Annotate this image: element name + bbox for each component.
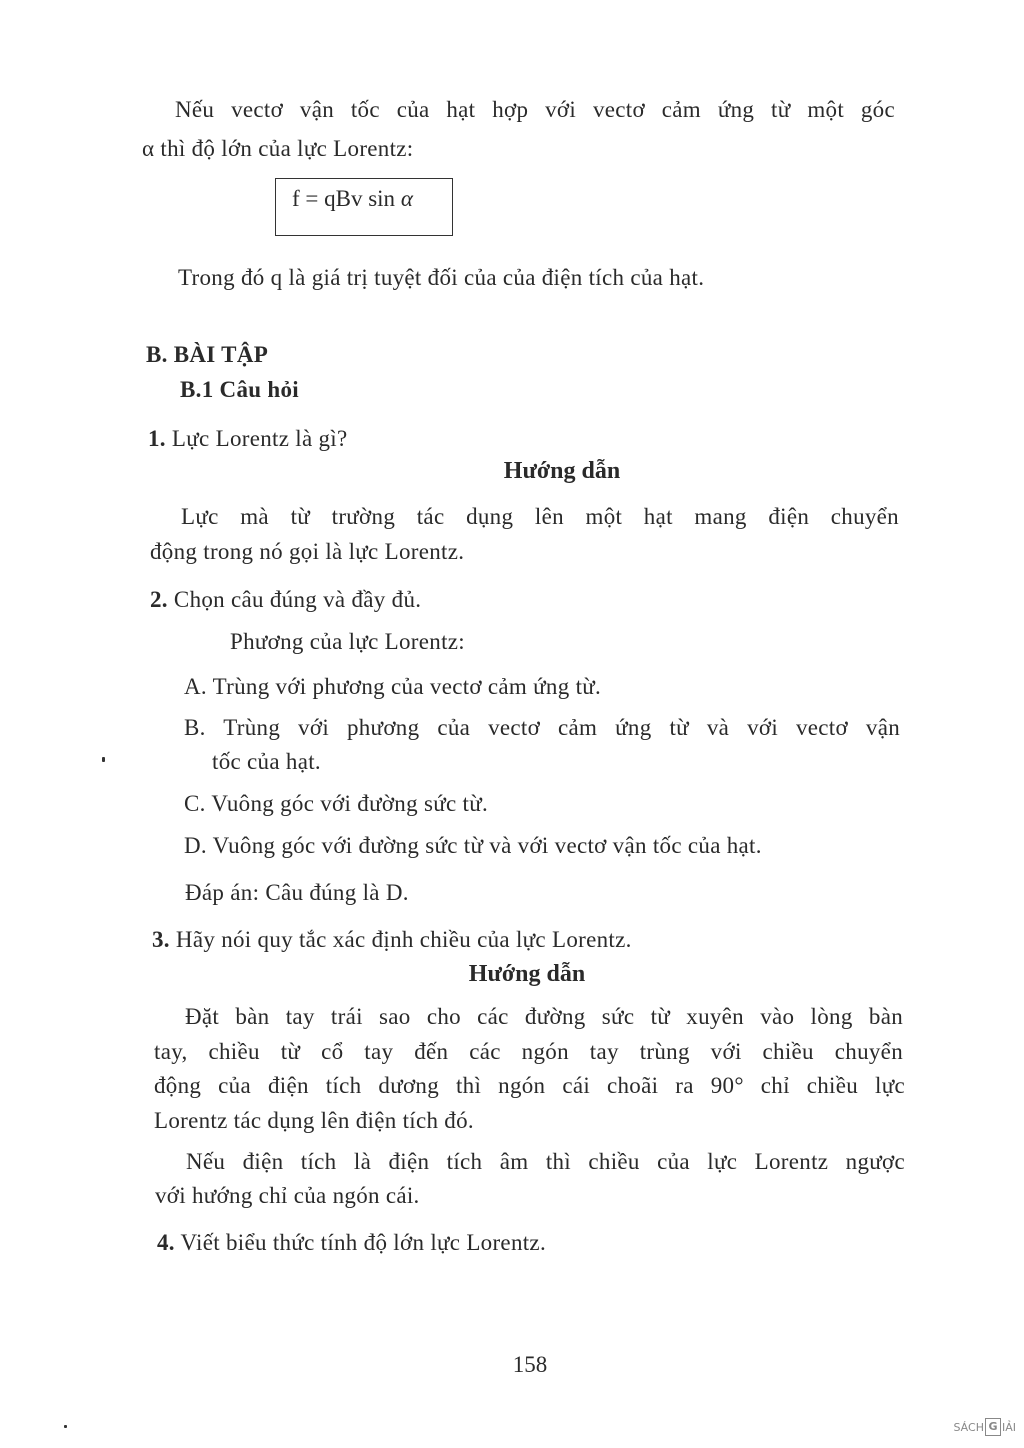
question-3-paragraph-1-line-1: Đặt bàn tay trái sao cho các đường sức từ xuyên vào lòng bàn	[185, 1004, 903, 1029]
question-2-text: Chọn câu đúng và đầy đủ.	[173, 587, 422, 612]
question-3	[152, 925, 632, 955]
formula-expression: f = qBv sin	[292, 186, 401, 211]
question-1-number: 1.	[148, 426, 166, 451]
question-2-stem: Phương của lực Lorentz:	[230, 629, 465, 654]
question-1-text: Lực Lorentz là gì?	[171, 426, 348, 451]
brand-logo-left: SÁCH	[953, 1420, 984, 1434]
intro-note: Trong đó q là giá trị tuyệt đối của của điện tích của hạt.	[178, 265, 705, 290]
question-3-guide-title: Hướng dẫn	[468, 961, 586, 987]
question-4-text: Viết biểu thức tính độ lớn lực Lorentz.	[180, 1230, 546, 1255]
section-subtitle: B.1 Câu hỏi	[180, 377, 299, 402]
option-b-line-1: B. Trùng với phương của vectơ cảm ứng từ và với vectơ vận	[184, 715, 900, 740]
question-3-text: Hãy nói quy tắc xác định chiều của lực Lorentz.	[175, 927, 632, 952]
section-title: B. BÀI TẬP	[146, 342, 269, 367]
question-1-guide-title: Hướng dẫn	[503, 458, 621, 484]
question-2-answer: Đáp án: Câu đúng là D.	[185, 880, 409, 905]
option-c: C. Vuông góc với đường sức từ.	[184, 791, 489, 816]
intro-line-2: α thì độ lớn của lực Lorentz:	[142, 136, 414, 161]
scan-speck	[64, 1425, 67, 1428]
intro-line-1: Nếu vectơ vận tốc của hạt hợp với vectơ cảm ứng từ một góc	[175, 97, 895, 122]
option-b-line-2: tốc của hạt.	[212, 749, 321, 774]
option-a: A. Trùng với phương của vectơ cảm ứng từ.	[184, 674, 602, 699]
question-3-paragraph-1-line-2: tay, chiều từ cổ tay đến các ngón tay trùng với chiều chuyển	[154, 1039, 903, 1064]
brand-logo	[954, 1418, 1017, 1436]
brand-logo-right: IẢI	[1001, 1420, 1016, 1434]
brand-logo-box: G	[985, 1418, 1001, 1436]
question-1-answer-line-2: động trong nó gọi là lực Lorentz.	[150, 539, 465, 564]
question-4-number: 4.	[157, 1230, 175, 1255]
question-2-number: 2.	[150, 587, 168, 612]
scan-speck	[102, 757, 105, 762]
page-number: 158	[512, 1352, 548, 1377]
question-3-paragraph-2-line-2: với hướng chỉ của ngón cái.	[155, 1183, 420, 1208]
formula-alpha: α	[400, 186, 413, 211]
question-3-number: 3.	[152, 927, 170, 952]
question-1-answer-line-1: Lực mà từ trường tác dụng lên một hạt mang điện chuyển	[181, 504, 899, 529]
question-2	[150, 585, 421, 615]
question-3-paragraph-2-line-1: Nếu điện tích là điện tích âm thì chiều của lực Lorentz ngược	[186, 1149, 905, 1174]
question-3-paragraph-1-line-3: động của điện tích dương thì ngón cái choãi ra 90° chỉ chiều lực	[154, 1073, 905, 1098]
lorentz-formula	[292, 184, 413, 214]
question-1	[148, 424, 348, 454]
question-3-paragraph-1-line-4: Lorentz tác dụng lên điện tích đó.	[154, 1108, 474, 1133]
option-d: D. Vuông góc với đường sức từ và với vectơ vận tốc của hạt.	[184, 833, 762, 858]
question-4	[157, 1228, 546, 1258]
